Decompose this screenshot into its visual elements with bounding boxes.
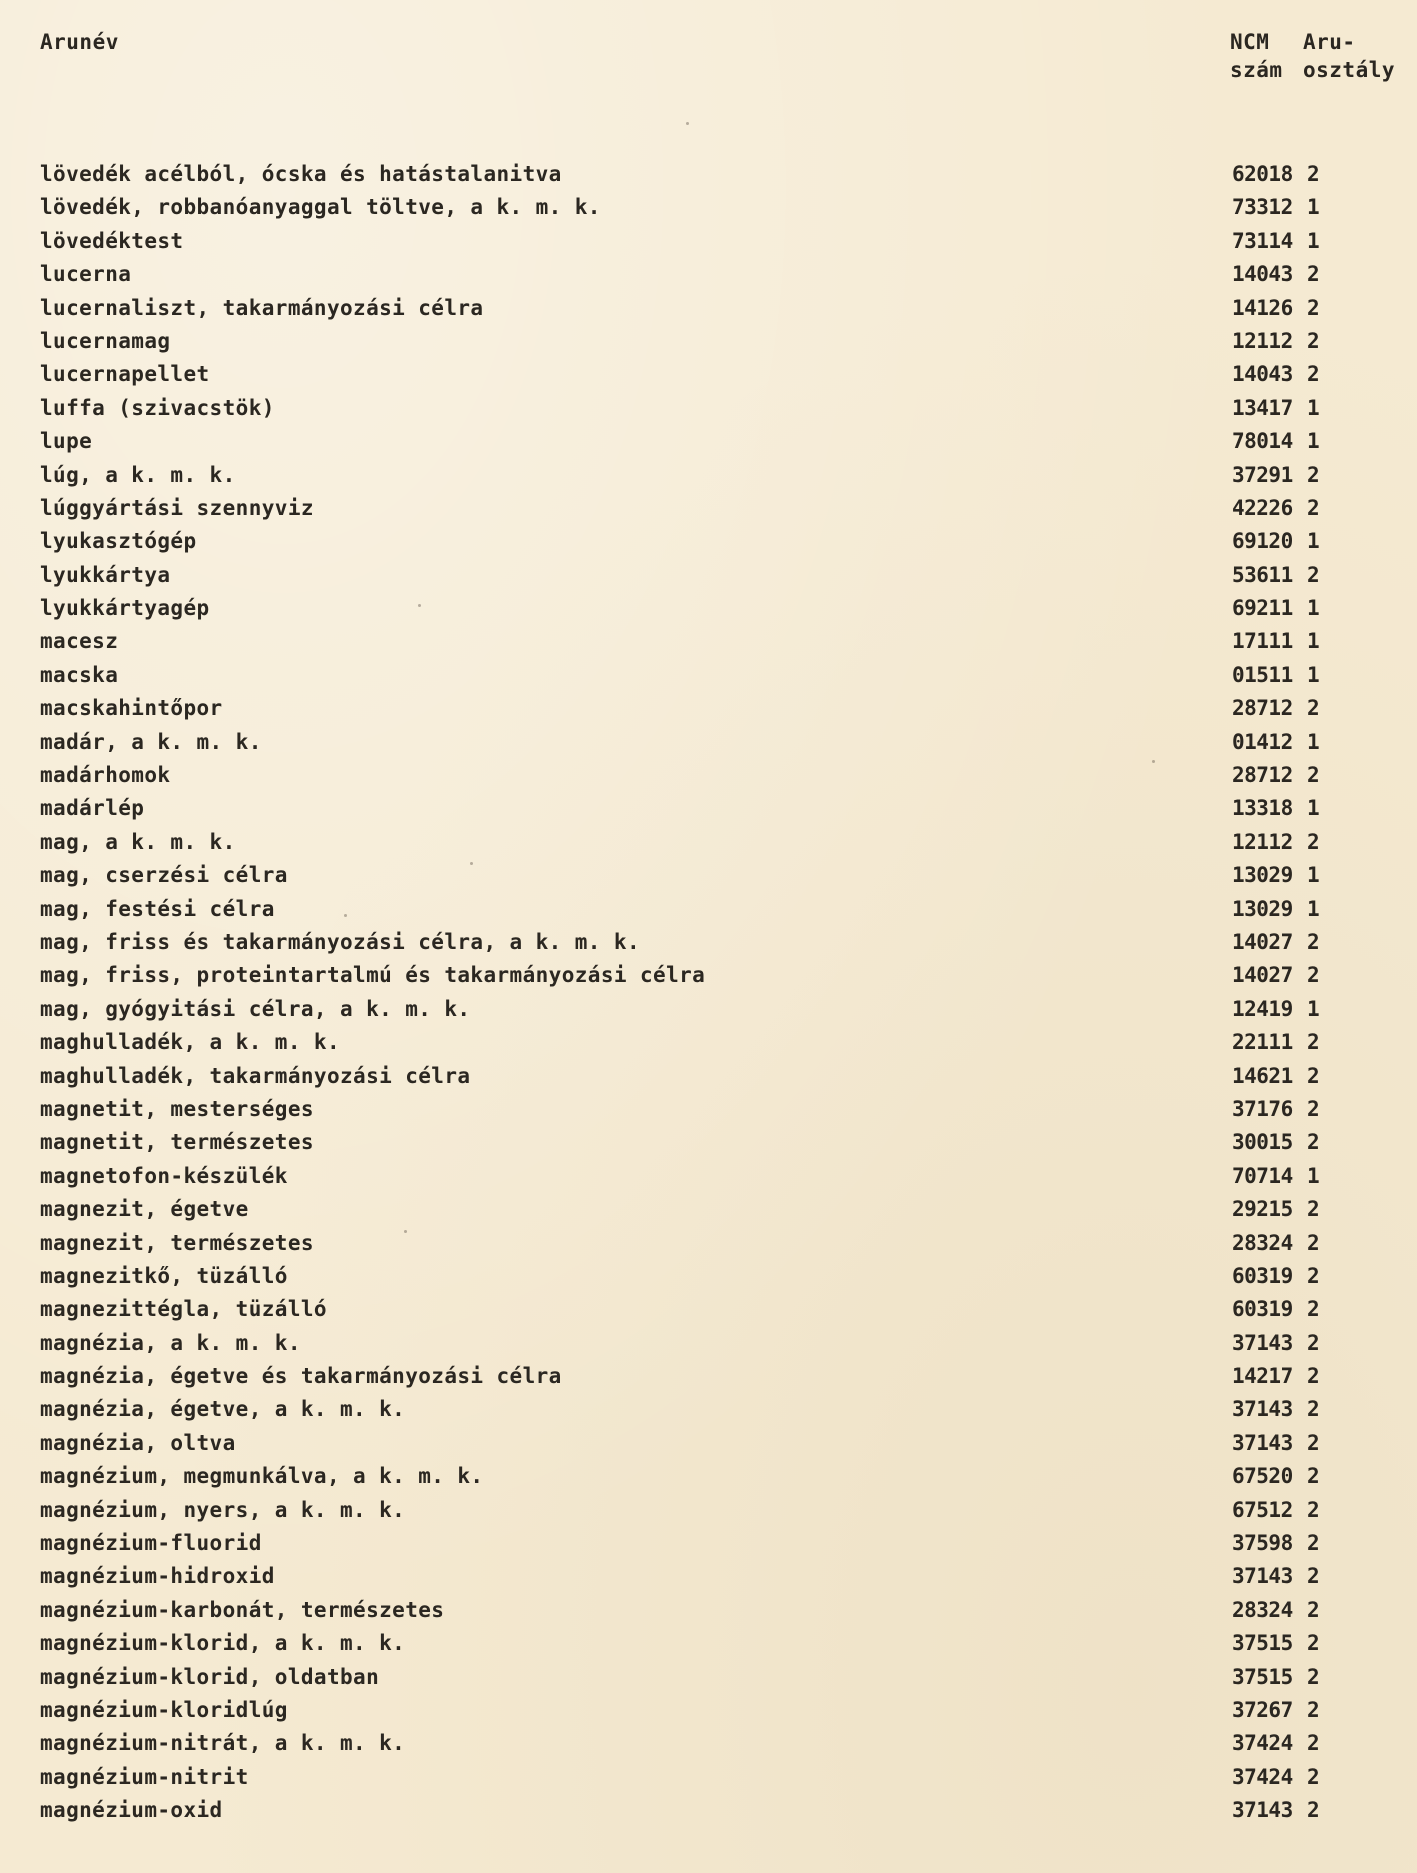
entry-class: 1	[1307, 596, 1320, 621]
entry-class: 2	[1307, 1364, 1320, 1389]
entry-name: magnézium-kloridlúg	[40, 1697, 288, 1722]
list-item	[0, 1694, 1417, 1727]
entry-class: 2	[1307, 1230, 1320, 1255]
entry-name: magnetit, mesterséges	[40, 1096, 314, 1121]
entry-ncm-number: 28324	[1232, 1597, 1293, 1622]
entry-class: 2	[1307, 1731, 1320, 1756]
entry-name: magnetit, természetes	[40, 1130, 314, 1155]
entry-ncm-number: 37424	[1232, 1764, 1293, 1789]
entry-name: lyukkártya	[40, 562, 171, 587]
entry-ncm-number: 28324	[1232, 1230, 1293, 1255]
entry-ncm-number: 78014	[1232, 429, 1293, 454]
list-item	[0, 1427, 1417, 1460]
entry-ncm-number: 37267	[1232, 1697, 1293, 1722]
entry-class: 2	[1307, 929, 1320, 954]
entry-name: magnézia, égetve, a k. m. k.	[40, 1397, 406, 1422]
column-header-ncm	[1230, 28, 1283, 84]
entry-name: lucernaliszt, takarmányozási célra	[40, 295, 484, 320]
paper-speck	[470, 862, 473, 865]
list-item	[0, 1293, 1417, 1326]
entry-class: 1	[1307, 228, 1320, 253]
list-item	[0, 1761, 1417, 1794]
entry-name: lucerna	[40, 262, 132, 287]
entry-class: 2	[1307, 1330, 1320, 1355]
entry-name: luffa (szivacstök)	[40, 395, 275, 420]
entry-name: mag, festési célra	[40, 896, 275, 921]
entry-ncm-number: 73114	[1232, 228, 1293, 253]
entry-ncm-number: 22111	[1232, 1030, 1293, 1055]
entry-class: 2	[1307, 829, 1320, 854]
entry-ncm-number: 62018	[1232, 162, 1293, 186]
entry-class: 2	[1307, 1531, 1320, 1556]
entry-name: madárhomok	[40, 763, 171, 788]
entry-class: 2	[1307, 696, 1320, 721]
entry-ncm-number: 14217	[1232, 1364, 1293, 1389]
entry-name: lyukkártyagép	[40, 596, 210, 621]
entry-ncm-number: 13318	[1232, 796, 1293, 821]
entry-name: magnézium-karbonát, természetes	[40, 1597, 445, 1622]
entry-ncm-number: 67512	[1232, 1497, 1293, 1522]
entry-class: 2	[1307, 1397, 1320, 1422]
entry-name: magnézium, nyers, a k. m. k.	[40, 1497, 406, 1522]
entry-ncm-number: 13417	[1232, 395, 1293, 420]
entry-ncm-number: 37424	[1232, 1731, 1293, 1756]
list-item	[0, 592, 1417, 625]
list-item	[0, 926, 1417, 959]
entry-ncm-number: 01511	[1232, 662, 1293, 687]
paper-speck	[404, 1230, 407, 1233]
entry-class: 2	[1307, 763, 1320, 788]
entry-name: magnetofon-készülék	[40, 1163, 288, 1188]
entry-ncm-number: 14043	[1232, 262, 1293, 287]
entry-ncm-number: 67520	[1232, 1464, 1293, 1489]
entry-ncm-number: 37176	[1232, 1096, 1293, 1121]
entry-class: 2	[1307, 1430, 1320, 1455]
entry-class: 2	[1307, 1063, 1320, 1088]
list-item	[0, 1460, 1417, 1493]
entry-ncm-number: 12112	[1232, 328, 1293, 353]
entry-class: 1	[1307, 796, 1320, 821]
list-item	[0, 893, 1417, 926]
entry-name: magnézia, a k. m. k.	[40, 1330, 301, 1355]
entry-class: 2	[1307, 562, 1320, 587]
entry-name: lupe	[40, 429, 93, 454]
list-item	[0, 1193, 1417, 1226]
entry-ncm-number: 01412	[1232, 729, 1293, 754]
list-item	[0, 258, 1417, 291]
entry-name: magnézia, oltva	[40, 1430, 236, 1455]
list-item	[0, 191, 1417, 224]
entry-class: 2	[1307, 262, 1320, 287]
list-item	[0, 1093, 1417, 1126]
entry-class: 2	[1307, 1697, 1320, 1722]
entry-class: 1	[1307, 896, 1320, 921]
entry-class: 2	[1307, 328, 1320, 353]
entry-class: 1	[1307, 863, 1320, 888]
paper-speck	[686, 122, 689, 125]
list-item	[0, 1393, 1417, 1426]
column-header-name-label: Arunév	[40, 30, 119, 54]
entry-class: 1	[1307, 529, 1320, 554]
entry-class: 1	[1307, 429, 1320, 454]
list-item	[0, 1227, 1417, 1260]
entry-ncm-number: 69120	[1232, 529, 1293, 554]
list-item	[0, 158, 1417, 191]
entry-name: macska	[40, 662, 119, 687]
list-item	[0, 826, 1417, 859]
entry-name: magnézia, égetve és takarmányozási célra	[40, 1364, 562, 1389]
list-item	[0, 392, 1417, 425]
entry-name: magnezitkő, tüzálló	[40, 1263, 288, 1288]
entry-name: lucernamag	[40, 328, 171, 353]
entry-name: magnézium-klorid, oldatban	[40, 1664, 380, 1689]
entry-ncm-number: 37598	[1232, 1531, 1293, 1556]
list-item	[0, 792, 1417, 825]
entry-ncm-number: 37143	[1232, 1564, 1293, 1589]
entry-class: 2	[1307, 1597, 1320, 1622]
entry-class: 2	[1307, 1664, 1320, 1689]
list-item	[0, 1794, 1417, 1827]
entry-class: 1	[1307, 996, 1320, 1021]
entry-ncm-number: 14027	[1232, 929, 1293, 954]
entry-class: 2	[1307, 1096, 1320, 1121]
paper-speck	[418, 604, 421, 607]
entry-name: maghulladék, takarmányozási célra	[40, 1063, 471, 1088]
entry-name: magnézium-klorid, a k. m. k.	[40, 1631, 406, 1656]
entry-ncm-number: 28712	[1232, 696, 1293, 721]
entry-name: mag, friss és takarmányozási célra, a k. m. k.	[40, 929, 640, 954]
entry-name: magnézium-nitrit	[40, 1764, 249, 1789]
entry-ncm-number: 37291	[1232, 462, 1293, 487]
entry-class: 2	[1307, 1764, 1320, 1789]
entry-ncm-number: 37143	[1232, 1430, 1293, 1455]
entry-class: 1	[1307, 662, 1320, 687]
entry-ncm-number: 53611	[1232, 562, 1293, 587]
entry-class: 1	[1307, 629, 1320, 654]
entry-name: lúggyártási szennyviz	[40, 495, 314, 520]
entry-name: lúg, a k. m. k.	[40, 462, 236, 487]
entry-class: 2	[1307, 1798, 1320, 1823]
entry-ncm-number: 28712	[1232, 763, 1293, 788]
entry-name: lövedék, robbanóanyaggal töltve, a k. m. k.	[40, 195, 601, 220]
list-item	[0, 1661, 1417, 1694]
column-header-ncm-line2: szám	[1230, 58, 1283, 82]
list-item	[0, 859, 1417, 892]
entry-name: magnézium-nitrát, a k. m. k.	[40, 1731, 406, 1756]
list-item	[0, 492, 1417, 525]
entry-ncm-number: 14043	[1232, 362, 1293, 387]
list-item	[0, 1727, 1417, 1760]
list-item	[0, 1594, 1417, 1627]
entry-ncm-number: 37143	[1232, 1330, 1293, 1355]
column-header-ncm-line1: NCM	[1230, 30, 1270, 54]
entry-class: 2	[1307, 963, 1320, 988]
entry-ncm-number: 73312	[1232, 195, 1293, 220]
entry-name: mag, gyógyitási célra, a k. m. k.	[40, 996, 471, 1021]
entry-ncm-number: 14621	[1232, 1063, 1293, 1088]
list-item	[0, 1627, 1417, 1660]
list-item	[0, 692, 1417, 725]
entry-ncm-number: 37515	[1232, 1631, 1293, 1656]
list-item	[0, 993, 1417, 1026]
list-item	[0, 726, 1417, 759]
entry-name: macskahintőpor	[40, 696, 223, 721]
entry-class: 2	[1307, 1263, 1320, 1288]
column-header-class-line1: Aru-	[1303, 30, 1356, 54]
list-item	[0, 759, 1417, 792]
entry-name: macesz	[40, 629, 119, 654]
entry-list	[0, 158, 1417, 1828]
list-item	[0, 1494, 1417, 1527]
entry-name: lövedék acélból, ócska és hatástalanitva	[40, 162, 562, 186]
column-header-class-line2: osztály	[1303, 58, 1396, 82]
list-item	[0, 225, 1417, 258]
entry-ncm-number: 13029	[1232, 896, 1293, 921]
entry-name: madárlép	[40, 796, 145, 821]
entry-ncm-number: 17111	[1232, 629, 1293, 654]
list-item	[0, 459, 1417, 492]
entry-name: maghulladék, a k. m. k.	[40, 1030, 340, 1055]
entry-name: mag, friss, proteintartalmú és takarmányozási célra	[40, 963, 706, 988]
entry-class: 2	[1307, 1464, 1320, 1489]
list-item	[0, 1126, 1417, 1159]
entry-name: lövedéktest	[40, 228, 184, 253]
entry-ncm-number: 42226	[1232, 495, 1293, 520]
list-item	[0, 659, 1417, 692]
entry-class: 2	[1307, 162, 1320, 186]
entry-name: magnezit, természetes	[40, 1230, 314, 1255]
entry-name: lyukasztógép	[40, 529, 197, 554]
list-item	[0, 358, 1417, 391]
list-item	[0, 625, 1417, 658]
entry-name: magnézium-hidroxid	[40, 1564, 275, 1589]
entry-ncm-number: 37143	[1232, 1798, 1293, 1823]
entry-name: magnézium-oxid	[40, 1798, 223, 1823]
list-item	[0, 559, 1417, 592]
entry-ncm-number: 14126	[1232, 295, 1293, 320]
column-header-class	[1303, 28, 1395, 84]
column-header-name	[40, 28, 119, 56]
entry-ncm-number: 29215	[1232, 1197, 1293, 1222]
list-item	[0, 1160, 1417, 1193]
paper-speck	[1152, 760, 1155, 763]
list-item	[0, 1260, 1417, 1293]
entry-name: mag, a k. m. k.	[40, 829, 236, 854]
entry-class: 2	[1307, 1197, 1320, 1222]
entry-class: 2	[1307, 462, 1320, 487]
entry-class: 2	[1307, 362, 1320, 387]
entry-ncm-number: 37143	[1232, 1397, 1293, 1422]
entry-ncm-number: 60319	[1232, 1297, 1293, 1322]
entry-name: magnézium, megmunkálva, a k. m. k.	[40, 1464, 484, 1489]
entry-name: mag, cserzési célra	[40, 863, 288, 888]
entry-name: lucernapellet	[40, 362, 210, 387]
entry-ncm-number: 70714	[1232, 1163, 1293, 1188]
entry-ncm-number: 12419	[1232, 996, 1293, 1021]
list-item	[0, 525, 1417, 558]
entry-name: madár, a k. m. k.	[40, 729, 262, 754]
entry-class: 2	[1307, 295, 1320, 320]
entry-class: 1	[1307, 195, 1320, 220]
entry-name: magnezittégla, tüzálló	[40, 1297, 327, 1322]
entry-name: magnézium-fluorid	[40, 1531, 262, 1556]
list-item	[0, 1026, 1417, 1059]
list-item	[0, 425, 1417, 458]
entry-ncm-number: 69211	[1232, 596, 1293, 621]
entry-class: 2	[1307, 1564, 1320, 1589]
entry-class: 2	[1307, 1631, 1320, 1656]
entry-ncm-number: 14027	[1232, 963, 1293, 988]
list-item	[0, 1560, 1417, 1593]
entry-ncm-number: 60319	[1232, 1263, 1293, 1288]
list-item	[0, 1360, 1417, 1393]
entry-class: 2	[1307, 1497, 1320, 1522]
entry-class: 2	[1307, 1130, 1320, 1155]
entry-class: 2	[1307, 495, 1320, 520]
list-item	[0, 325, 1417, 358]
list-item	[0, 292, 1417, 325]
list-item	[0, 1327, 1417, 1360]
entry-ncm-number: 13029	[1232, 863, 1293, 888]
entry-ncm-number: 30015	[1232, 1130, 1293, 1155]
list-item	[0, 1527, 1417, 1560]
entry-ncm-number: 12112	[1232, 829, 1293, 854]
entry-class: 1	[1307, 1163, 1320, 1188]
entry-name: magnezit, égetve	[40, 1197, 249, 1222]
entry-class: 2	[1307, 1030, 1320, 1055]
entry-ncm-number: 37515	[1232, 1664, 1293, 1689]
list-item	[0, 959, 1417, 992]
entry-class: 2	[1307, 1297, 1320, 1322]
list-item	[0, 1060, 1417, 1093]
entry-class: 1	[1307, 395, 1320, 420]
paper-speck	[344, 914, 347, 917]
entry-class: 1	[1307, 729, 1320, 754]
